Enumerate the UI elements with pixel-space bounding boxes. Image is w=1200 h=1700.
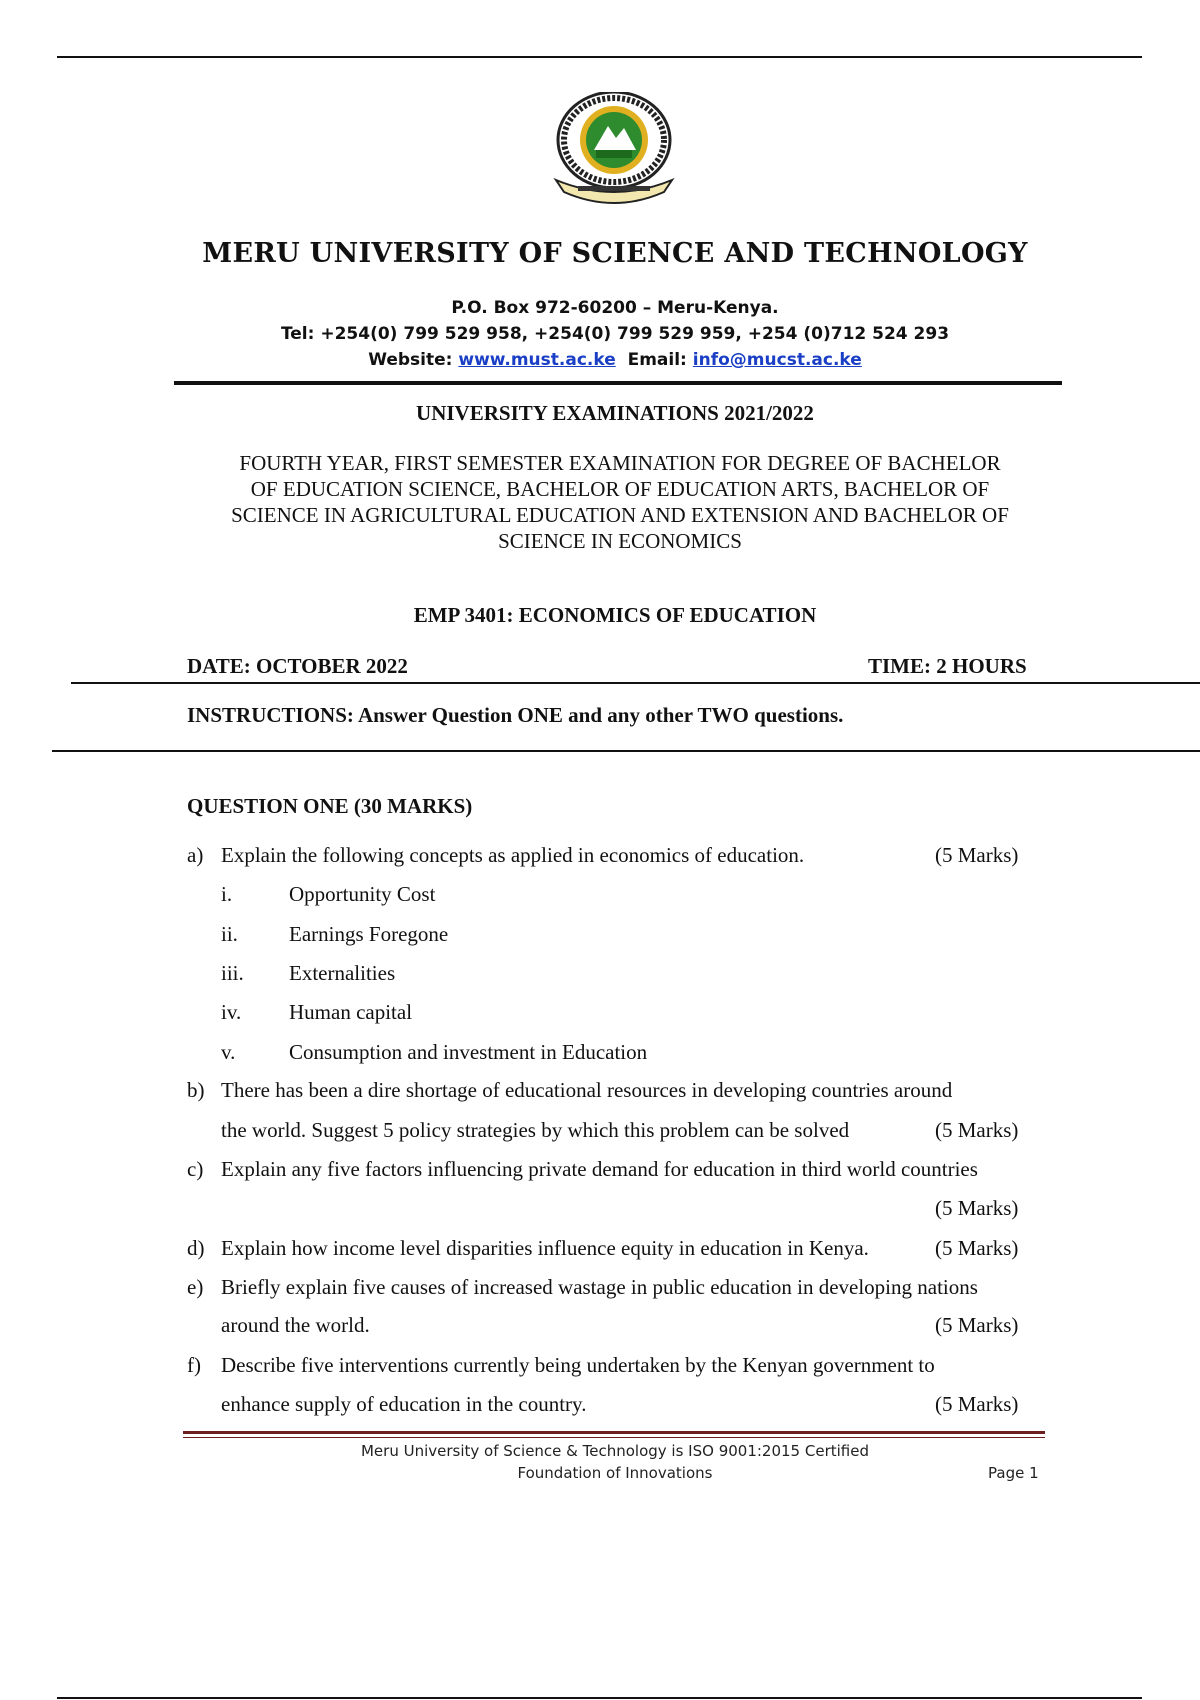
subitem-num: i. <box>221 882 233 906</box>
item-a-text: Explain the following concepts as applied in economics of education. <box>221 843 805 867</box>
item-b-marks: (5 Marks) <box>935 1118 1019 1142</box>
header-rule <box>174 381 1062 385</box>
subitem-num: ii. <box>221 922 238 946</box>
footer-certification: Meru University of Science & Technology is ISO 9001:2015 Certified <box>360 1442 869 1460</box>
item-c-label: c) <box>187 1157 204 1181</box>
subitem-text: Opportunity Cost <box>289 882 436 906</box>
item-e-line2: around the world. <box>221 1313 370 1337</box>
item-f-label: f) <box>187 1353 201 1377</box>
bottom-rule <box>57 1697 1142 1699</box>
item-a-label: a) <box>187 843 204 867</box>
item-c-marks: (5 Marks) <box>935 1196 1019 1220</box>
subitem-text: Consumption and investment in Education <box>289 1040 648 1064</box>
course-title: EMP 3401: ECONOMICS OF EDUCATION <box>413 603 817 627</box>
email-label: Email: <box>627 350 687 370</box>
subitem-num: v. <box>221 1040 236 1064</box>
item-f-line1: Describe five interventions currently being undertaken by the Kenyan government to <box>221 1353 935 1377</box>
item-b-line2: the world. Suggest 5 policy strategies by which this problem can be solved <box>221 1118 850 1142</box>
top-rule <box>57 56 1142 58</box>
subitem-text: Externalities <box>289 961 396 985</box>
university-name: MERU UNIVERSITY OF SCIENCE AND TECHNOLOGY <box>202 238 1028 269</box>
item-c-line1: Explain any five factors influencing private demand for education in third world countries <box>221 1157 978 1181</box>
exam-time: TIME: 2 HOURS <box>868 654 1027 678</box>
exam-description <box>180 450 1060 554</box>
date-rule <box>71 682 1200 684</box>
item-b-line1: There has been a dire shortage of educational resources in developing countries around <box>221 1078 953 1102</box>
description-line: SCIENCE IN ECONOMICS <box>498 529 742 553</box>
item-d-text: Explain how income level disparities influence equity in education in Kenya. <box>221 1236 869 1260</box>
question-one-heading: QUESTION ONE (30 MARKS) <box>187 794 473 818</box>
item-d-label: d) <box>187 1236 205 1260</box>
email-link[interactable]: info@mucst.ac.ke <box>692 350 862 370</box>
item-e-line1: Briefly explain five causes of increased wastage in public education in developing nations <box>221 1275 978 1299</box>
exam-date: DATE: OCTOBER 2022 <box>187 654 408 678</box>
description-line: FOURTH YEAR, FIRST SEMESTER EXAMINATION FOR DEGREE OF BACHELOR <box>239 451 1001 475</box>
item-f-marks: (5 Marks) <box>935 1392 1019 1416</box>
subitem-num: iii. <box>221 961 244 985</box>
subitem-num: iv. <box>221 1000 242 1024</box>
description-line: SCIENCE IN AGRICULTURAL EDUCATION AND EXTENSION AND BACHELOR OF <box>231 503 1009 527</box>
footer-rule-thin <box>183 1437 1045 1438</box>
exam-title: UNIVERSITY EXAMINATIONS 2021/2022 <box>416 401 814 425</box>
instructions: INSTRUCTIONS: Answer Question ONE and any other TWO questions. <box>187 703 844 727</box>
page-number: Page 1 <box>988 1464 1039 1482</box>
website-link[interactable]: www.must.ac.ke <box>458 350 616 370</box>
footer-rule <box>183 1431 1045 1434</box>
item-e-marks: (5 Marks) <box>935 1313 1019 1337</box>
instructions-rule <box>52 750 1200 752</box>
footer-motto: Foundation of Innovations <box>517 1464 713 1482</box>
item-a-marks: (5 Marks) <box>935 843 1019 867</box>
description-line: OF EDUCATION SCIENCE, BACHELOR OF EDUCATION ARTS, BACHELOR OF <box>250 477 990 501</box>
item-e-label: e) <box>187 1275 204 1299</box>
university-logo <box>546 92 682 208</box>
subitem-text: Human capital <box>289 1000 413 1024</box>
telephone: Tel: +254(0) 799 529 958, +254(0) 799 529 959, +254 (0)712 524 293 <box>280 324 950 344</box>
subitem-text: Earnings Foregone <box>289 922 449 946</box>
address: P.O. Box 972-60200 – Meru-Kenya. <box>451 298 779 318</box>
item-b-label: b) <box>187 1078 205 1102</box>
item-f-line2: enhance supply of education in the country. <box>221 1392 587 1416</box>
website-label: Website: <box>368 350 453 370</box>
item-d-marks: (5 Marks) <box>935 1236 1019 1260</box>
web-email-line <box>0 350 1200 370</box>
